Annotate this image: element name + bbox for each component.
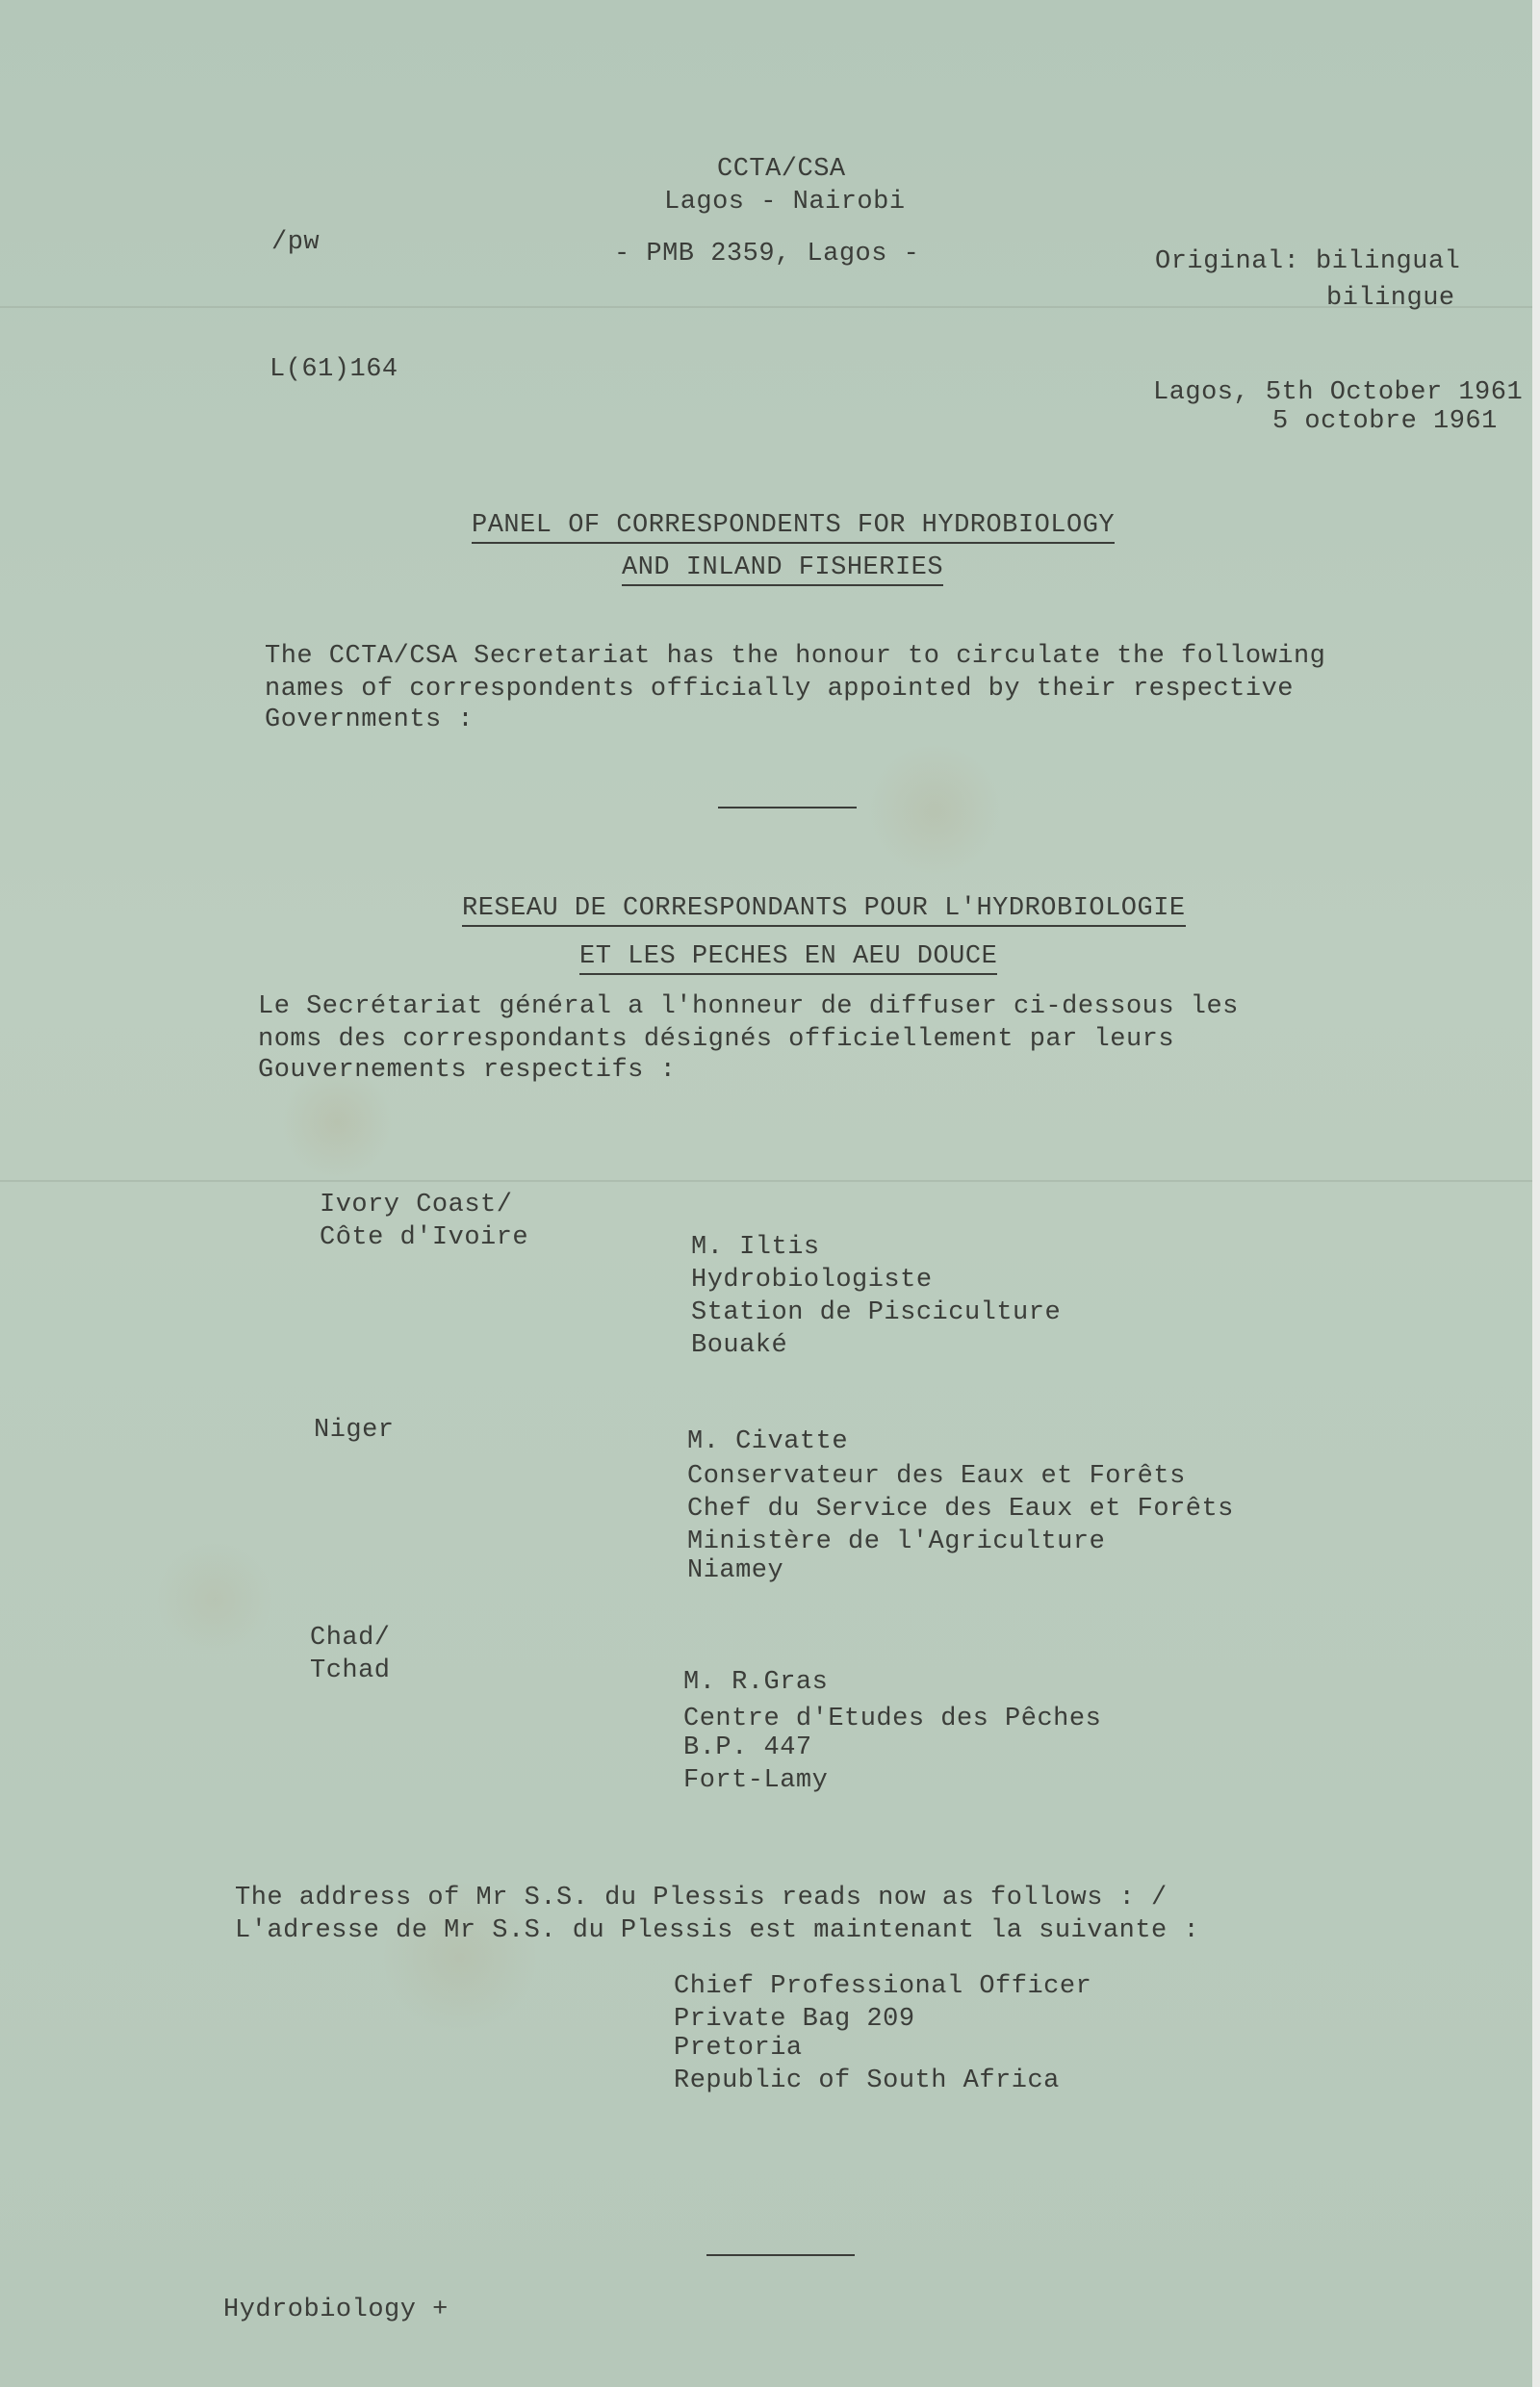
country-chad: Chad/ xyxy=(310,1624,391,1653)
english-intro-line2: names of correspondents officially appointed by their respective xyxy=(265,675,1294,704)
french-intro-line3: Gouvernements respectifs : xyxy=(258,1056,677,1085)
original-language: Original: bilingual xyxy=(1155,247,1461,276)
correspondent-po-box: B.P. 447 xyxy=(683,1733,812,1762)
paper-fold xyxy=(0,306,1532,308)
original-language-fr: bilingue xyxy=(1326,284,1455,313)
correspondent-city: Niamey xyxy=(687,1556,784,1585)
correspondent-name: M. R.Gras xyxy=(683,1668,829,1697)
country-ivory-coast: Ivory Coast/ xyxy=(320,1191,513,1219)
address-line: Pretoria xyxy=(674,2034,803,2063)
org-cities: Lagos - Nairobi xyxy=(664,188,906,217)
reference-number: L(61)164 xyxy=(270,355,398,384)
typist-initials: /pw xyxy=(271,228,321,257)
date-french: 5 octobre 1961 xyxy=(1272,407,1498,436)
paper-fold xyxy=(0,1180,1532,1182)
address-change-intro-en: The address of Mr S.S. du Plessis reads now as follows : / xyxy=(235,1884,1168,1912)
english-intro-line1: The CCTA/CSA Secretariat has the honour to circulate the following xyxy=(265,642,1326,671)
english-title-line2: AND INLAND FISHERIES xyxy=(622,553,943,586)
address-line: Chief Professional Officer xyxy=(674,1972,1092,2001)
org-name: CCTA/CSA xyxy=(717,155,846,184)
closing-divider xyxy=(706,2254,855,2256)
date-english: Lagos, 5th October 1961 xyxy=(1153,378,1524,407)
french-intro-line2: noms des correspondants désignés officiellement par leurs xyxy=(258,1025,1175,1054)
english-intro-line3: Governments : xyxy=(265,706,475,734)
address-line: Private Bag 209 xyxy=(674,2005,915,2034)
scan-edge xyxy=(1532,0,1540,2387)
distribution-note: Hydrobiology + xyxy=(223,2296,449,2324)
correspondent-office: Station de Pisciculture xyxy=(691,1298,1062,1327)
correspondent-office: Chef du Service des Eaux et Forêts xyxy=(687,1495,1234,1524)
section-divider xyxy=(718,807,857,808)
address-change-intro-fr: L'adresse de Mr S.S. du Plessis est maintenant la suivante : xyxy=(235,1916,1200,1945)
country-niger: Niger xyxy=(314,1416,395,1445)
country-ivory-coast-fr: Côte d'Ivoire xyxy=(320,1223,529,1252)
english-title-line1: PANEL OF CORRESPONDENTS FOR HYDROBIOLOGY xyxy=(472,511,1115,544)
org-address: - PMB 2359, Lagos - xyxy=(614,240,920,269)
correspondent-office: Centre d'Etudes des Pêches xyxy=(683,1705,1102,1733)
french-title-line2: ET LES PECHES EN AEU DOUCE xyxy=(579,942,997,975)
correspondent-title: Hydrobiologiste xyxy=(691,1266,933,1295)
correspondent-city: Fort-Lamy xyxy=(683,1766,829,1795)
correspondent-title: Conservateur des Eaux et Forêts xyxy=(687,1462,1186,1491)
address-line: Republic of South Africa xyxy=(674,2066,1060,2095)
correspondent-name: M. Iltis xyxy=(691,1233,820,1262)
french-intro-line1: Le Secrétariat général a l'honneur de diffuser ci-dessous les xyxy=(258,992,1239,1021)
french-title-line1: RESEAU DE CORRESPONDANTS POUR L'HYDROBIOLOGIE xyxy=(462,894,1186,927)
correspondent-name: M. Civatte xyxy=(687,1427,849,1456)
country-chad-fr: Tchad xyxy=(310,1656,391,1685)
correspondent-city: Bouaké xyxy=(691,1331,788,1360)
correspondent-ministry: Ministère de l'Agriculture xyxy=(687,1527,1106,1556)
